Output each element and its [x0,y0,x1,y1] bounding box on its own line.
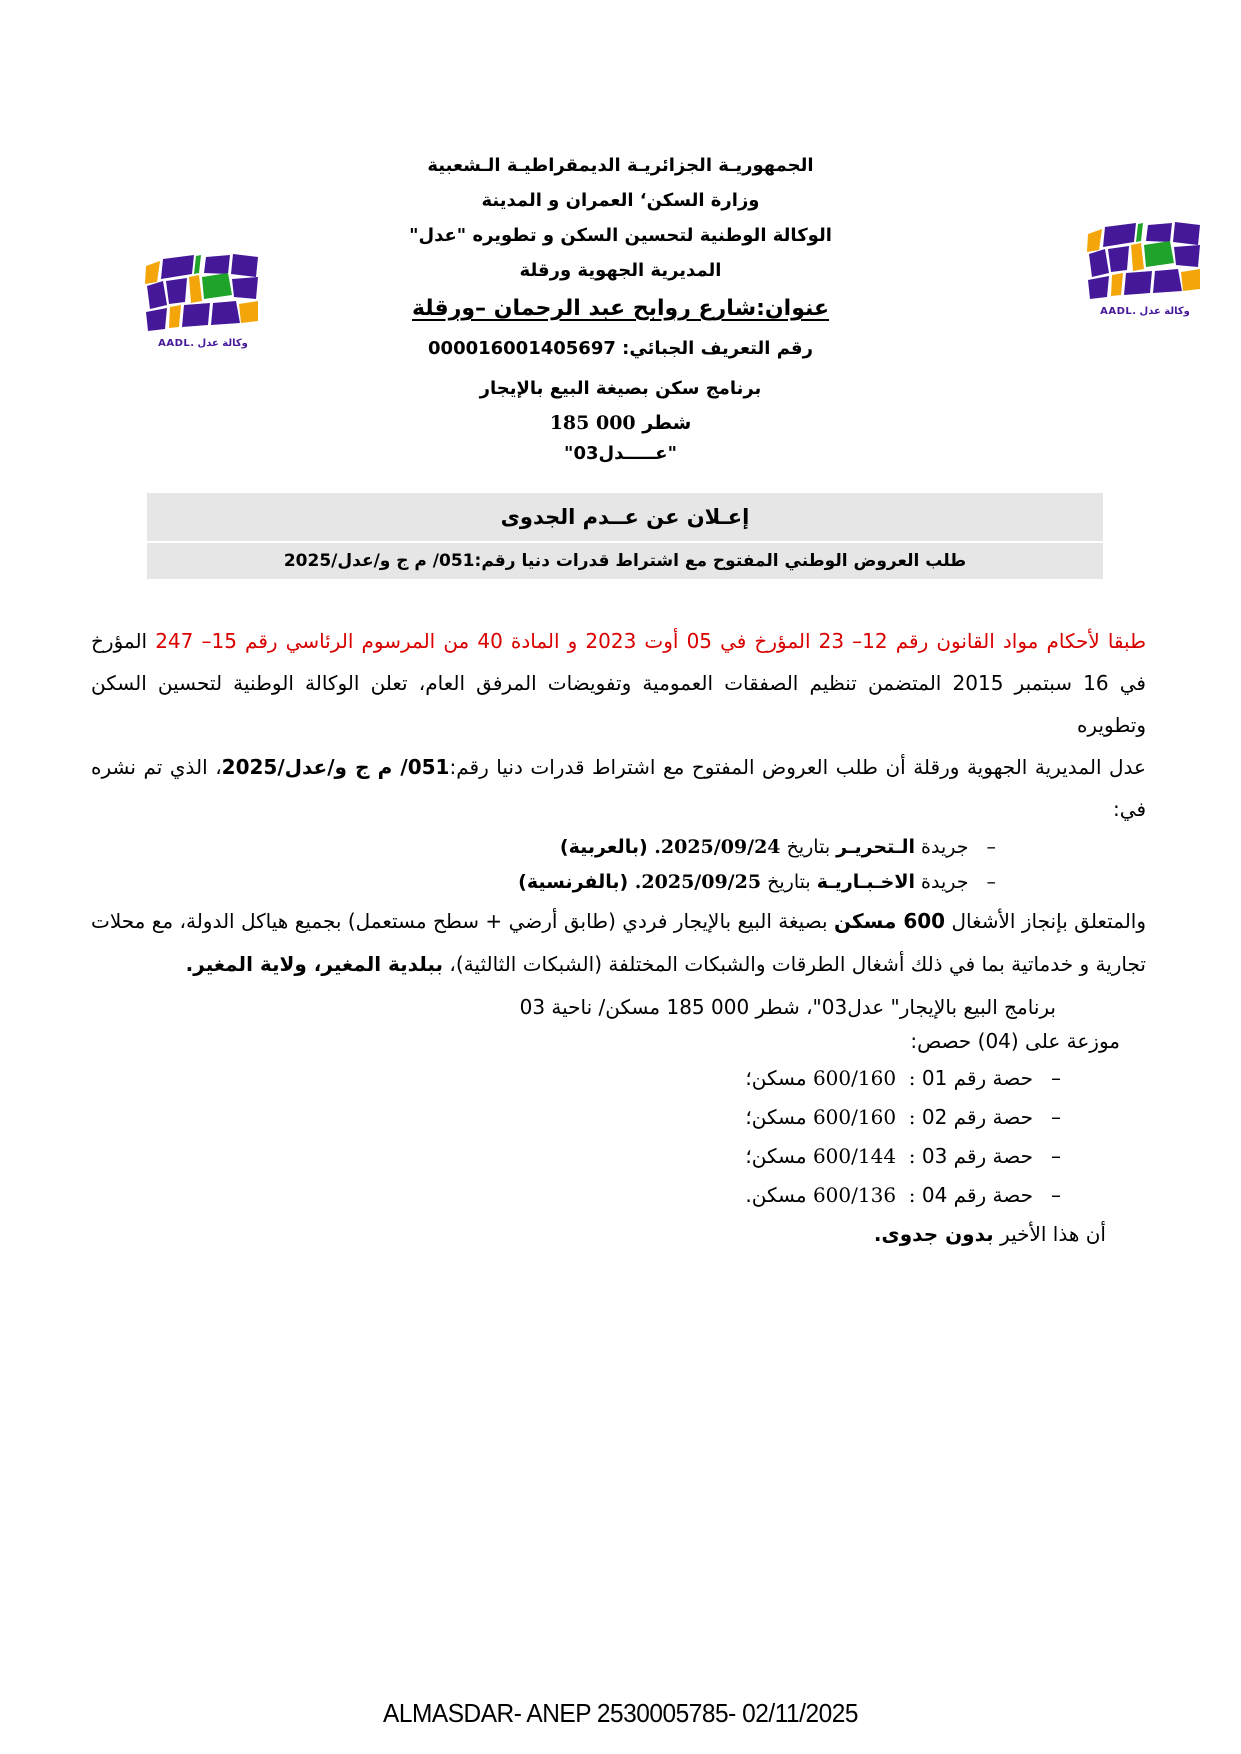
header-program: برنامج سكن بصيغة البيع بالإيجار [479,378,762,399]
header-address: عنوان:شارع روابح عبد الرحمان –ورقلة [411,296,830,321]
legal-reference-red: طبقا لأحكام مواد القانون رقم 12– 23 المؤرخ في 05 أوت 2023 و المادة 40 من المرسوم الرئاسي رقم 15– 247 [155,629,1147,653]
bullet-dash: – [986,871,996,893]
aadl-logo-caption: وكالة عدل .AADL [158,338,248,349]
legal-paragraph-line2: في 16 سبتمبر 2015 المتضمن تنظيم الصفقات العمومية وتفويضات المرفق العام، تعلن الوكالة الوطنية لتحسين السكن وتطويره [91,671,1146,737]
municipality-wilaya: ببلدية المغير، ولاية المغير. [185,952,444,976]
header-regional-directorate: المديرية الجهوية ورقلة [519,260,722,281]
header-adl03: "عـــــدل03" [564,443,677,464]
journal-language: (بالفرنسية) [518,871,635,893]
legal-reference-black: المؤرخ [91,629,156,653]
quota-row-04 [91,1176,1061,1215]
quota-value: 600/160 [812,1066,897,1090]
legal-paragraph-line1 [91,620,1146,662]
quota-label: حصة رقم 01 [921,1066,1033,1090]
quota-label: حصة رقم 02 [921,1105,1033,1129]
aadl-logo-caption: وكالة عدل .AADL [1100,306,1190,317]
works-intro: والمتعلق بإنجاز الأشغال [945,909,1147,933]
quota-value: 600/144 [812,1144,897,1168]
quota-suffix: مسكن؛ [745,1144,813,1168]
bullet-dash: – [1051,1144,1061,1168]
header-tax-id: رقم التعريف الجبائي: 000016001405697 [428,338,813,359]
works-paragraph-line1 [91,900,1146,943]
quota-suffix: مسكن؛ [745,1105,813,1129]
quota-separator: : [896,1183,922,1207]
quota-list [91,1059,1146,1215]
bullet-dash: – [986,836,996,858]
header-tranche: شطر 185 000 [549,412,692,434]
tender-ref-number: 051/ م ج و/عدل/2025 [221,755,450,779]
quota-value: 600/136 [812,1183,897,1207]
quota-row-02 [91,1098,1061,1137]
works-description-cont: تجارية و خدماتية بما في ذلك أشغال الطرقات والشبكات المختلفة (الشبكات الثالثية)، [443,952,1146,976]
announcement-title: إعـلان عن عــدم الجدوى [147,493,1103,541]
journal-name: الاخـبـاريـة [816,871,916,893]
tender-ref-label: رقم: [449,755,489,779]
quota-suffix: مسكن؛ [745,1066,813,1090]
journal-language: (بالعربية) [559,836,655,858]
journal-date: 2025/09/25. [634,871,762,893]
distribution-heading: موزعة على (04) حصص: [910,1029,1120,1053]
works-paragraph-line2 [91,943,1146,986]
document-letterhead [0,148,1241,469]
journal-word: جريدة [915,836,969,858]
anep-footer: ALMASDAR- ANEP 2530005785- 02/11/2025 [383,1698,858,1728]
dwellings-count: 600 مسكن [833,909,946,933]
quota-row-01 [91,1059,1061,1098]
journal-date: 2025/09/24. [654,836,781,858]
journal-item-altahrir [91,830,996,865]
quota-row-03 [91,1137,1061,1176]
bullet-dash: – [1051,1066,1061,1090]
conclusion-line [91,1215,1146,1253]
program-tranche-line: برنامج البيع بالإيجار" عدل03"، شطر 185 000 مسكن/ ناحية 03 [519,995,1056,1019]
document-body [91,620,1146,1253]
announcement-subtitle: طلب العروض الوطني المفتوح مع اشتراط قدرات دنيا رقم:051/ م ج و/عدل/2025 [147,543,1103,579]
conclusion-unfruitful: بدون جدوى. [873,1222,994,1246]
journal-word: جريدة [915,871,969,893]
journal-list [91,830,1146,900]
conclusion-text: أن هذا الأخير [993,1222,1106,1246]
journal-name: الـتحريـر [836,836,916,858]
bullet-dash: – [1051,1183,1061,1207]
quota-suffix: مسكن. [745,1183,813,1207]
quota-separator: : [896,1105,922,1129]
tender-published-in: ، الذي تم نشره في: [91,755,1146,821]
quota-label: حصة رقم 04 [921,1183,1033,1207]
header-agency: الوكالة الوطنية لتحسين السكن و تطويره "عدل" [409,225,832,246]
quota-separator: : [896,1144,922,1168]
quota-separator: : [896,1066,922,1090]
journal-date-label: بتاريخ [761,871,817,893]
journal-date-label: بتاريخ [780,836,837,858]
header-ministry: وزارة السكن‘ العمران و المدينة [481,190,760,211]
legal-paragraph-line3 [91,746,1146,830]
tender-intro: عدل المديرية الجهوية ورقلة أن طلب العروض المفتوح مع اشتراط قدرات دنيا [488,755,1146,779]
works-description: بصيغة البيع بالإيجار فردي (طابق أرضي + سطح مستعمل) بجميع هياكل الدولة، مع محلات [91,909,834,933]
quota-label: حصة رقم 03 [921,1144,1033,1168]
header-republic: الجمهوريـة الجزائريـة الديمقراطيـة الـشعبية [427,155,814,176]
announcement-banner [147,493,1103,579]
journal-item-alikhbaria [91,865,996,900]
quota-value: 600/160 [812,1105,897,1129]
bullet-dash: – [1051,1105,1061,1129]
